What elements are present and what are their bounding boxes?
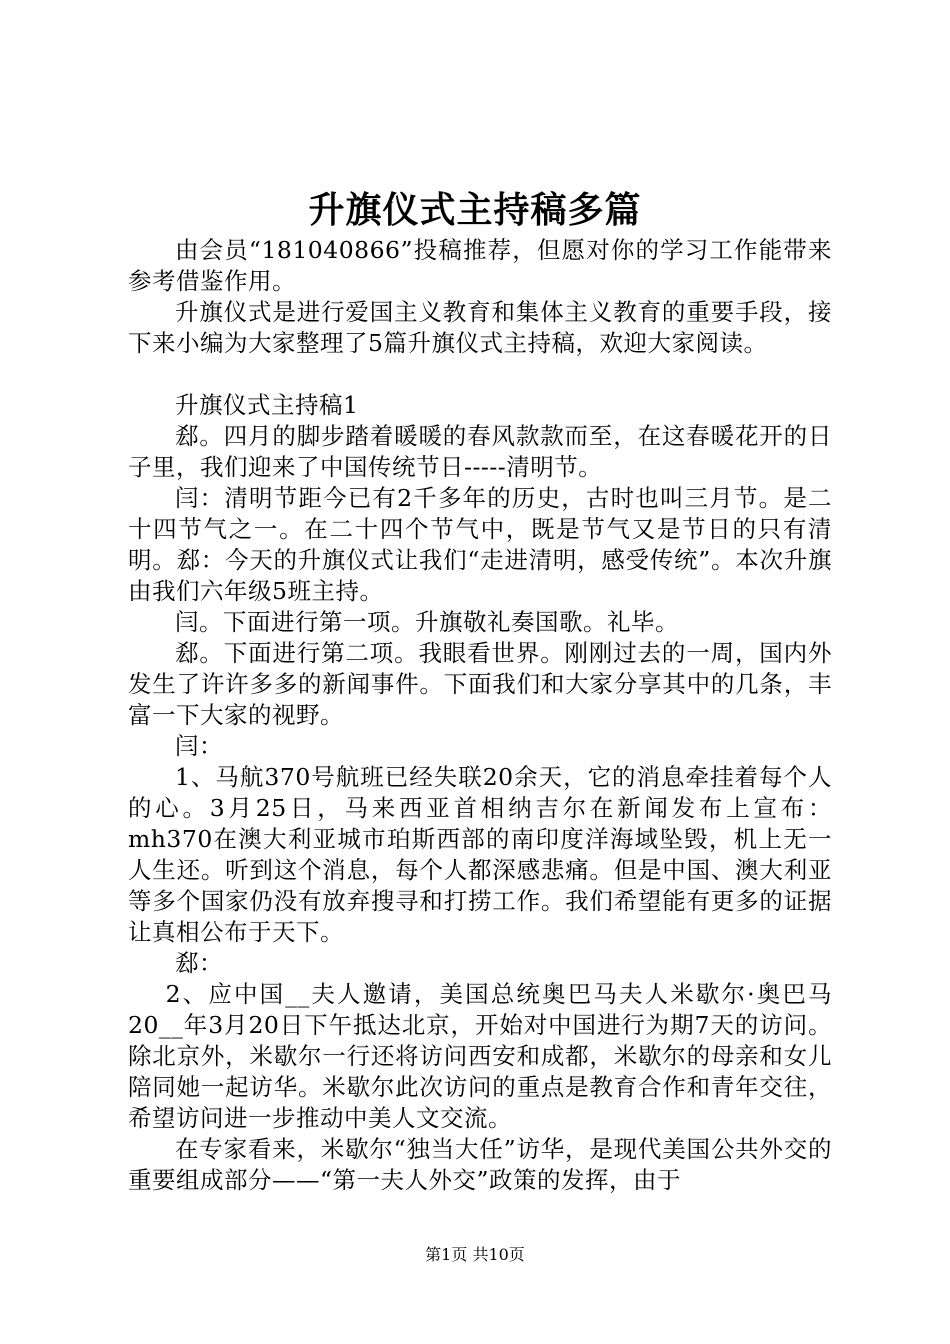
paragraph: 闫。下面进行第一项。升旗敬礼奏国歌。礼毕。	[175, 608, 679, 636]
paragraph: 郄。下面进行第二项。我眼看世界。刚刚过去的一周，国内外发生了许许多多的新闻事件。下面我们和大家分享其中的几条，丰富一下大家的视野。	[128, 639, 832, 729]
speaker-label: 郄：	[175, 949, 223, 977]
paragraph-summary: 升旗仪式是进行爱国主义教育和集体主义教育的重要手段，接下来小编为大家整理了5篇升旗仪式主持稿，欢迎大家阅读。	[128, 298, 832, 357]
paragraph: 2、应中国__夫人邀请，美国总统奥巴马夫人米歇尔·奥巴马20__年3月20日下午抵达北京，开始对中国进行为期7天的访问。除北京外，米歇尔一行还将访问西安和成都，米歇尔的母亲和女儿陪同她一起访华。米歇尔此次访问的重点是教育合作和青年交往，希望访问进一步推动中美人文交流。	[128, 980, 832, 1132]
speaker-label: 闫：	[175, 732, 223, 760]
section-heading: 升旗仪式主持稿1	[175, 391, 359, 419]
paragraph: 1、马航370号航班已经失联20余天，它的消息牵挂着每个人的心。3月25日，马来西亚首相纳吉尔在新闻发布上宣布：mh370在澳大利亚城市珀斯西部的南印度洋海域坠毁，机上无一人生还。听到这个消息，每个人都深感悲痛。但是中国、澳大利亚等多个国家仍没有放弃搜寻和打捞工作。我们希望能有更多的证据让真相公布于天下。	[128, 763, 832, 946]
document-body	[128, 235, 832, 1196]
blank-line	[128, 359, 832, 390]
paragraph: 郄。四月的脚步踏着暖暖的春风款款而至，在这春暖花开的日子里，我们迎来了中国传统节日-----清明节。	[128, 422, 832, 481]
document-title: 升旗仪式主持稿多篇	[308, 189, 642, 231]
paragraph: 闫：清明节距今已有2千多年的历史，古时也叫三月节。是二十四节气之一。在二十四个节气中，既是节气又是节日的只有清明。郄：今天的升旗仪式让我们“走进清明，感受传统”。本次升旗由我们六年级5班主持。	[128, 484, 832, 605]
paragraph-intro: 由会员“181040866”投稿推荐，但愿对你的学习工作能带来参考借鉴作用。	[128, 236, 832, 295]
paragraph: 在专家看来，米歇尔“独当大任”访华，是现代美国公共外交的重要组成部分——“第一夫人外交”政策的发挥，由于	[128, 1135, 832, 1194]
page-footer: 第1页 共10页	[425, 1245, 525, 1264]
